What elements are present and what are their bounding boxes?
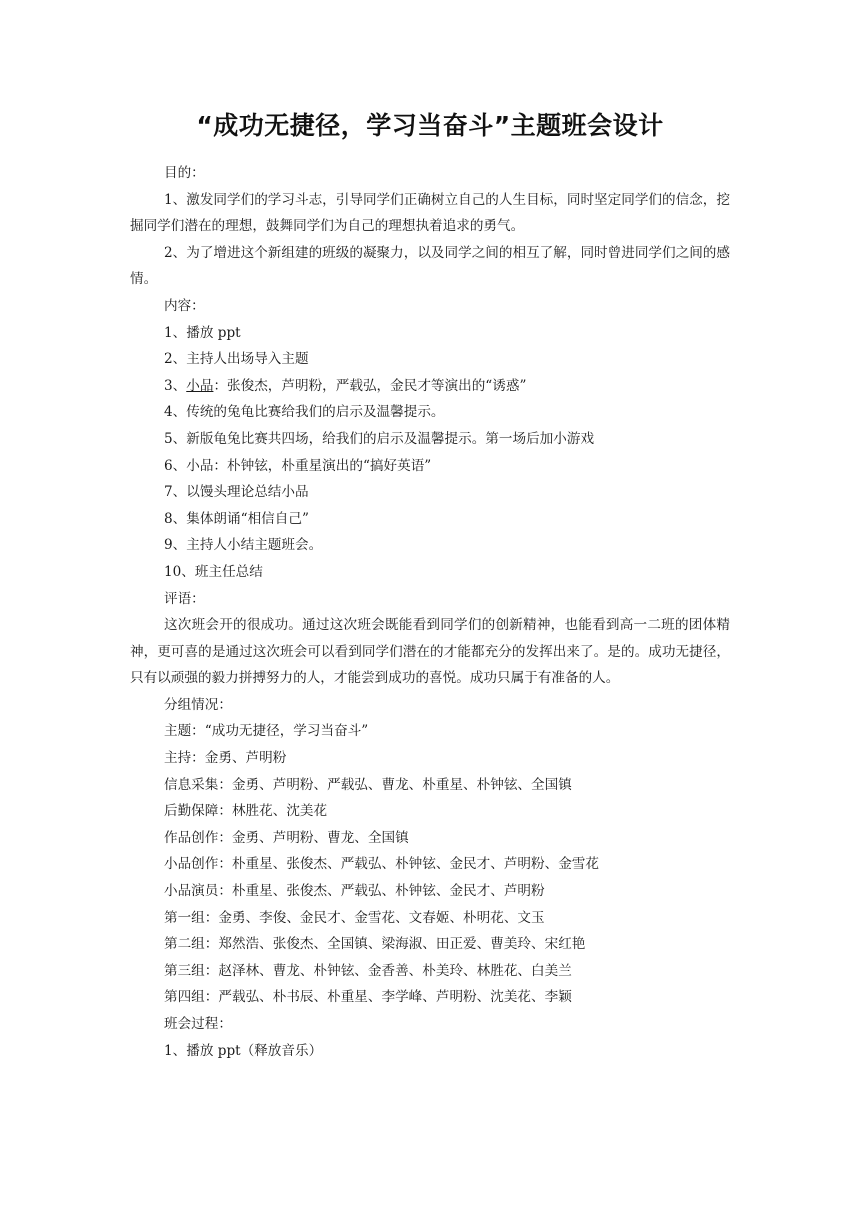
content-item-10: 10、班主任总结 [164, 563, 263, 580]
content-item-3-number: 3、 [164, 377, 187, 394]
group-line-info: 信息采集：金勇、芦明粉、严载弘、曹龙、朴重星、朴钟铉、全国镇 [164, 776, 572, 793]
process-heading: 班会过程： [164, 1016, 232, 1032]
group-line-works: 作品创作：金勇、芦明粉、曹龙、全国镇 [164, 829, 409, 846]
groups-heading: 分组情况： [164, 696, 232, 713]
comment-text: 这次班会开的很成功。通过这次班会既能看到同学们的创新精神，也能看到高一二班的团体精神，更可喜的是通过这次班会可以看到同学们潜在的才能都充分的发挥出来了。是的。成功无捷径，只有以顽强的毅力拼搏努力的人，才能尝到成功的喜悦。成功只属于有准备的人。 [130, 617, 730, 687]
skit-link[interactable]: 小品 [186, 377, 214, 394]
content-item-7: 7、以馒头理论总结小品 [164, 484, 309, 501]
group-line-skit-actors: 小品演员：朴重星、张俊杰、严载弘、朴钟铉、金民才、芦明粉 [164, 883, 545, 900]
content-item-5: 5、新版龟兔比赛共四场，给我们的启示及温馨提示。第一场后加小游戏 [164, 430, 595, 447]
group-line-theme: 主题：“成功无捷径，学习当奋斗” [164, 723, 369, 740]
content-heading: 内容： [164, 297, 205, 314]
group-line-2: 第二组：郑然浩、张俊杰、全国镇、梁海淑、田正爱、曹美玲、宋红艳 [164, 936, 586, 953]
content-item-4: 4、传统的兔龟比赛给我们的启示及温馨提示。 [164, 404, 445, 421]
purpose-item-2: 2、为了增进这个新组建的班级的凝聚力，以及同学之间的相互了解，同时曾进同学们之间的感情。 [130, 244, 730, 288]
content-item-6: 6、小品：朴钟铉，朴重星演出的“搞好英语” [164, 457, 432, 474]
group-line-4: 第四组：严载弘、朴书辰、朴重星、李学峰、芦明粉、沈美花、李颖 [164, 989, 572, 1006]
content-item-3-text: ：张俊杰，芦明粉，严载弘，金民才等演出的“诱惑” [213, 377, 527, 394]
process-item-1: 1、播放 ppt（释放音乐） [164, 1042, 323, 1059]
content-item-2: 2、主持人出场导入主题 [164, 351, 309, 368]
comment-heading: 评语： [164, 590, 205, 607]
document-body [130, 160, 730, 1064]
content-item-8: 8、集体朗诵“相信自己” [164, 510, 309, 527]
group-line-host: 主持：金勇、芦明粉 [164, 750, 287, 767]
content-item-9: 9、主持人小结主题班会。 [164, 537, 323, 554]
content-item-1: 1、播放 ppt [164, 324, 241, 341]
purpose-heading: 目的： [164, 165, 205, 181]
document-title: “成功无捷径，学习当奋斗”主题班会设计 [196, 111, 664, 140]
purpose-item-1: 1、激发同学们的学习斗志，引导同学们正确树立自己的人生目标，同时坚定同学们的信念，挖掘同学们潜在的理想，鼓舞同学们为自己的理想执着追求的勇气。 [130, 191, 730, 235]
group-line-1: 第一组：金勇、李俊、金民才、金雪花、文春姬、朴明花、文玉 [164, 909, 545, 926]
group-line-skit-writing: 小品创作：朴重星、张俊杰、严载弘、朴钟铉、金民才、芦明粉、金雪花 [164, 856, 599, 873]
group-line-3: 第三组：赵泽林、曹龙、朴钟铉、金香善、朴美玲、林胜花、白美兰 [164, 962, 572, 979]
content-item-3 [130, 373, 730, 400]
group-line-logistics: 后勤保障：林胜花、沈美花 [164, 803, 328, 820]
